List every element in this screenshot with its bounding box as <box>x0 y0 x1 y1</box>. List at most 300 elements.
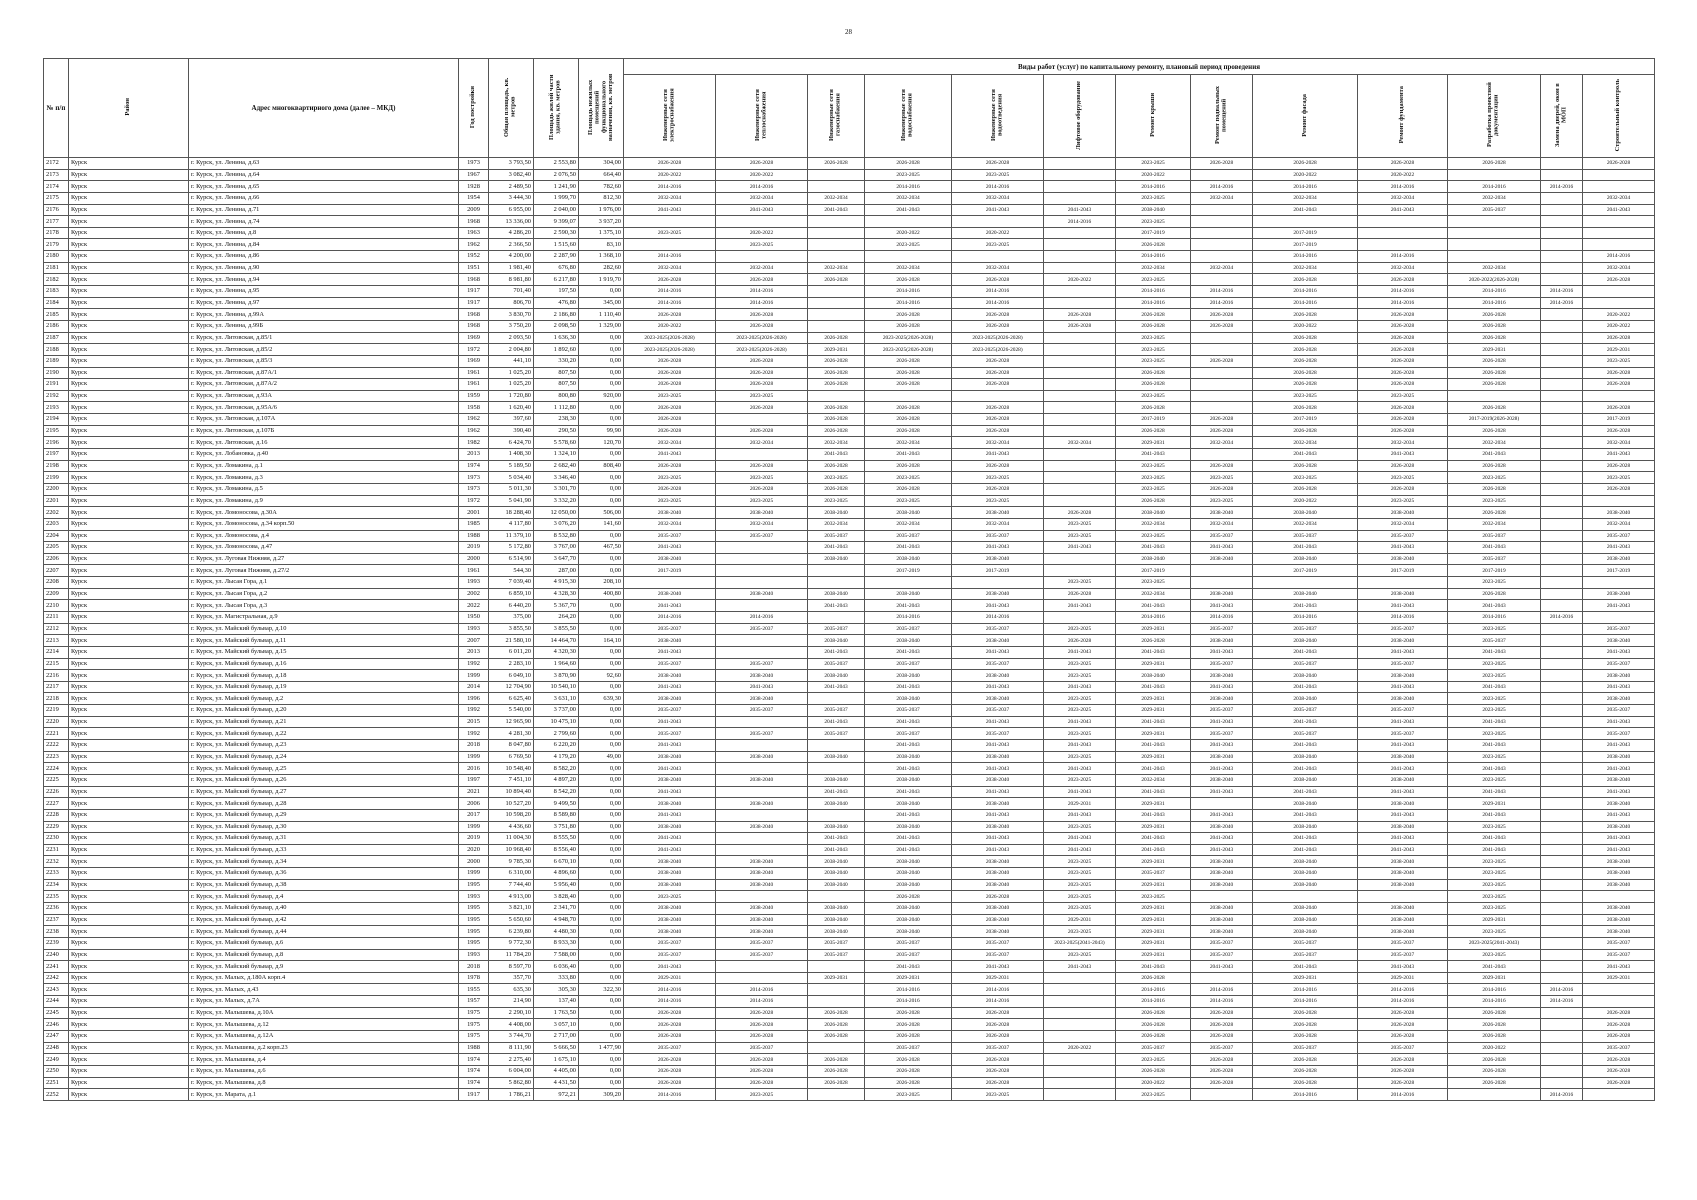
cell-work-period <box>1583 227 1655 239</box>
cell-work-period: 2038-2040 <box>1583 635 1655 647</box>
cell-work-period: 2032-2034 <box>1044 437 1116 449</box>
cell-work-period: 2014-2016 <box>716 297 808 309</box>
cell-work-period <box>1191 274 1253 286</box>
cell-work-period: 2041-2043 <box>952 681 1044 693</box>
cell-work-period: 2029-2031 <box>1116 856 1191 868</box>
cell-work-period: 2038-2040 <box>865 751 952 763</box>
cell-total-area: 7 744,40 <box>489 879 534 891</box>
cell-work-period: 2026-2028 <box>1448 1007 1541 1019</box>
cell-work-period: 2023-2025 <box>1044 821 1116 833</box>
cell-work-period: 2023-2025 <box>1448 728 1541 740</box>
header-district <box>69 59 189 158</box>
cell-work-period <box>716 565 808 577</box>
cell-work-period <box>1541 204 1583 216</box>
cell-work-period: 2014-2016 <box>1253 286 1358 298</box>
cell-address: г. Курск, ул. Майский бульвар, д.38 <box>189 879 459 891</box>
cell-work-period: 2041-2043 <box>1448 646 1541 658</box>
cell-address: г. Курск, ул. Литовская, д.85/2 <box>189 344 459 356</box>
table-row <box>44 868 1655 880</box>
cell-work-period: 2026-2028 <box>952 1019 1044 1031</box>
cell-living-area: 676,80 <box>534 262 579 274</box>
cell-nonres-area: 1 919,70 <box>579 274 624 286</box>
cell-num: 2252 <box>44 1089 69 1101</box>
cell-work-period: 2038-2040 <box>865 914 952 926</box>
cell-work-period: 2014-2016 <box>1116 611 1191 623</box>
cell-work-period: 2038-2040 <box>1116 204 1191 216</box>
cell-work-period: 2026-2028 <box>1253 1019 1358 1031</box>
cell-total-area: 6 239,80 <box>489 926 534 938</box>
cell-work-period: 2023-2025(2026-2028) <box>716 344 808 356</box>
cell-work-period: 2035-2037 <box>716 658 808 670</box>
cell-address: г. Курск, ул. Ломакина, д.9 <box>189 495 459 507</box>
cell-work-period: 2014-2016 <box>1448 996 1541 1008</box>
cell-district: Курск <box>69 507 189 519</box>
cell-work-period <box>865 577 952 589</box>
cell-district: Курск <box>69 670 189 682</box>
cell-nonres-area: 282,60 <box>579 262 624 274</box>
cell-work-period <box>808 320 865 332</box>
cell-work-period: 2041-2043 <box>716 681 808 693</box>
cell-work-period: 2026-2028 <box>865 1065 952 1077</box>
cell-district: Курск <box>69 751 189 763</box>
cell-address: г. Курск, ул. Майский бульвар, д.9 <box>189 961 459 973</box>
cell-work-period: 2026-2028 <box>952 158 1044 170</box>
cell-work-period: 2041-2043 <box>1044 542 1116 554</box>
cell-work-period: 2038-2040 <box>1191 670 1253 682</box>
cell-year: 1995 <box>459 879 489 891</box>
cell-work-period: 2026-2028 <box>808 1054 865 1066</box>
cell-work-period: 2026-2028 <box>952 379 1044 391</box>
cell-work-period: 2035-2037 <box>716 705 808 717</box>
cell-address: г. Курск, ул. Магистральная, д.9 <box>189 611 459 623</box>
cell-nonres-area: 1 375,10 <box>579 227 624 239</box>
cell-work-period: 2035-2037 <box>952 949 1044 961</box>
table-row <box>44 798 1655 810</box>
cell-living-area: 8 542,20 <box>534 786 579 798</box>
cell-year: 1962 <box>459 425 489 437</box>
cell-nonres-area: 0,00 <box>579 961 624 973</box>
cell-work-period: 2029-2031 <box>808 972 865 984</box>
cell-work-period: 2026-2028 <box>1583 1054 1655 1066</box>
cell-year: 1968 <box>459 320 489 332</box>
cell-district: Курск <box>69 449 189 461</box>
cell-district: Курск <box>69 658 189 670</box>
cell-work-period <box>1541 623 1583 635</box>
cell-nonres-area: 1 368,10 <box>579 251 624 263</box>
cell-num: 2189 <box>44 355 69 367</box>
cell-work-period: 2032-2034 <box>1583 262 1655 274</box>
cell-work-period: 2014-2016 <box>624 984 716 996</box>
cell-work-period: 2029-2031 <box>1044 798 1116 810</box>
cell-work-period: 2029-2031 <box>1116 728 1191 740</box>
cell-work-period <box>1044 367 1116 379</box>
cell-work-period <box>1541 798 1583 810</box>
table-row <box>44 984 1655 996</box>
cell-work-period: 2041-2043 <box>624 681 716 693</box>
cell-address: г. Курск, ул. Майский бульвар, д.18 <box>189 670 459 682</box>
cell-work-period: 2017-2019 <box>865 565 952 577</box>
cell-work-period <box>1541 635 1583 647</box>
cell-work-period: 2035-2037 <box>1191 1042 1253 1054</box>
cell-work-period <box>1541 961 1583 973</box>
cell-year: 1973 <box>459 158 489 170</box>
cell-work-period <box>808 1089 865 1101</box>
cell-work-period: 2026-2028 <box>1448 367 1541 379</box>
table-row <box>44 530 1655 542</box>
cell-work-period <box>1044 390 1116 402</box>
cell-work-period: 2026-2028 <box>1358 158 1448 170</box>
cell-address: г. Курск, ул. Литовская, д.95А/6 <box>189 402 459 414</box>
cell-work-period <box>1541 379 1583 391</box>
cell-living-area: 8 532,80 <box>534 530 579 542</box>
cell-work-period: 2023-2025 <box>1448 670 1541 682</box>
cell-work-period <box>1044 495 1116 507</box>
cell-work-period: 2035-2037 <box>808 949 865 961</box>
cell-living-area: 3 855,50 <box>534 623 579 635</box>
table-header <box>44 59 1655 158</box>
cell-work-period: 2026-2028 <box>1358 1077 1448 1089</box>
cell-work-period: 2014-2016 <box>1116 984 1191 996</box>
table-row <box>44 926 1655 938</box>
cell-work-period <box>1191 565 1253 577</box>
cell-num: 2232 <box>44 856 69 868</box>
cell-work-period <box>808 891 865 903</box>
cell-work-period: 2014-2016 <box>1541 611 1583 623</box>
cell-work-period: 2014-2016 <box>1541 996 1583 1008</box>
cell-work-period: 2038-2040 <box>1583 751 1655 763</box>
cell-work-period: 2041-2043 <box>1253 204 1358 216</box>
cell-nonres-area: 0,00 <box>579 868 624 880</box>
cell-work-period: 2026-2028 <box>865 1007 952 1019</box>
cell-total-area: 13 336,00 <box>489 216 534 228</box>
cell-num: 2173 <box>44 169 69 181</box>
cell-work-period: 2017-2019(2026-2028) <box>1448 414 1541 426</box>
cell-address: г. Курск, ул. Ленина, д.8 <box>189 227 459 239</box>
cell-work-period: 2026-2028 <box>1448 158 1541 170</box>
cell-num: 2182 <box>44 274 69 286</box>
cell-work-period <box>1448 239 1541 251</box>
cell-work-period: 2032-2034 <box>1116 262 1191 274</box>
cell-work-period: 2041-2043 <box>1358 961 1448 973</box>
cell-work-period <box>1191 204 1253 216</box>
cell-work-period: 2023-2025 <box>1044 728 1116 740</box>
cell-work-period: 2035-2037 <box>1253 658 1358 670</box>
cell-work-period: 2014-2016 <box>952 996 1044 1008</box>
cell-living-area: 2 590,30 <box>534 227 579 239</box>
table-row <box>44 705 1655 717</box>
cell-living-area: 264,20 <box>534 611 579 623</box>
cell-num: 2208 <box>44 577 69 589</box>
cell-work-period <box>1583 181 1655 193</box>
cell-work-period: 2038-2040 <box>624 903 716 915</box>
cell-work-period <box>1044 1031 1116 1043</box>
cell-address: г. Курск, ул. Ленина, д.97 <box>189 297 459 309</box>
cell-work-period: 2029-2031 <box>1358 972 1448 984</box>
cell-work-period: 2023-2025 <box>1448 774 1541 786</box>
cell-living-area: 5 578,60 <box>534 437 579 449</box>
table-row <box>44 495 1655 507</box>
cell-work-period: 2032-2034 <box>1583 518 1655 530</box>
cell-work-period: 2041-2043 <box>1253 961 1358 973</box>
cell-work-period: 2038-2040 <box>716 868 808 880</box>
cell-address: г. Курск, ул. Ленина, д.95 <box>189 286 459 298</box>
cell-work-period: 2041-2043 <box>1253 681 1358 693</box>
cell-total-area: 6 424,70 <box>489 437 534 449</box>
cell-work-period: 2041-2043 <box>624 844 716 856</box>
cell-address: г. Курск, ул. Ленина, д.84 <box>189 239 459 251</box>
cell-living-area: 137,40 <box>534 996 579 1008</box>
cell-total-area: 4 117,80 <box>489 518 534 530</box>
cell-year: 2013 <box>459 646 489 658</box>
cell-work-period: 2041-2043 <box>808 844 865 856</box>
cell-work-period: 2026-2028 <box>1116 379 1191 391</box>
cell-work-period: 2026-2028 <box>716 1065 808 1077</box>
cell-address: г. Курск, ул. Майский бульвар, д.36 <box>189 868 459 880</box>
cell-total-area: 10 968,40 <box>489 844 534 856</box>
table-row <box>44 402 1655 414</box>
cell-district: Курск <box>69 169 189 181</box>
cell-address: г. Курск, ул. Ленина, д.90 <box>189 262 459 274</box>
cell-work-period: 2023-2025 <box>1116 530 1191 542</box>
cell-work-period: 2038-2040 <box>1358 553 1448 565</box>
cell-work-period: 2041-2043 <box>952 600 1044 612</box>
cell-work-period: 2038-2040 <box>1583 798 1655 810</box>
cell-work-period <box>1541 320 1583 332</box>
cell-work-period <box>1044 1007 1116 1019</box>
cell-work-period: 2026-2028 <box>624 1065 716 1077</box>
cell-num: 2233 <box>44 868 69 880</box>
cell-work-period <box>865 216 952 228</box>
cell-district: Курск <box>69 216 189 228</box>
cell-nonres-area: 208,10 <box>579 577 624 589</box>
cell-work-period: 2020-2022 <box>1358 169 1448 181</box>
cell-year: 1982 <box>459 437 489 449</box>
cell-work-period: 2038-2040 <box>624 868 716 880</box>
table-row <box>44 309 1655 321</box>
cell-work-period: 2038-2040 <box>1191 507 1253 519</box>
cell-work-period: 2038-2040 <box>1116 507 1191 519</box>
cell-work-period <box>1541 681 1583 693</box>
cell-living-area: 2 186,80 <box>534 309 579 321</box>
cell-work-period: 2038-2040 <box>865 868 952 880</box>
cell-address: г. Курск, ул. Майский бульвар, д.40 <box>189 903 459 915</box>
cell-work-period: 2026-2028 <box>1358 460 1448 472</box>
cell-work-period: 2032-2034 <box>1253 262 1358 274</box>
cell-work-period: 2014-2016 <box>1116 251 1191 263</box>
cell-nonres-area: 0,00 <box>579 611 624 623</box>
cell-work-period: 2041-2043 <box>865 833 952 845</box>
cell-year: 1993 <box>459 623 489 635</box>
cell-work-period: 2026-2028 <box>1253 355 1358 367</box>
cell-address: г. Курск, ул. Лысая Гора, д.3 <box>189 600 459 612</box>
header-works-group: Виды работ (услуг) по капитальному ремонту, плановый период проведения <box>624 59 1655 75</box>
cell-address: г. Курск, ул. Майский бульвар, д.28 <box>189 798 459 810</box>
cell-work-period <box>716 844 808 856</box>
cell-work-period: 2038-2040 <box>1191 588 1253 600</box>
cell-work-period: 2038-2040 <box>865 588 952 600</box>
cell-work-period: 2026-2028 <box>1044 309 1116 321</box>
cell-work-period: 2038-2040 <box>1358 914 1448 926</box>
cell-work-period: 2038-2040 <box>716 693 808 705</box>
cell-work-period <box>952 216 1044 228</box>
cell-nonres-area: 0,00 <box>579 821 624 833</box>
cell-work-period: 2032-2034 <box>624 437 716 449</box>
cell-work-period: 2026-2028 <box>1253 309 1358 321</box>
header-year-label: Год постройки <box>469 85 477 129</box>
cell-work-period: 2038-2040 <box>952 868 1044 880</box>
cell-work-period: 2041-2043 <box>1044 716 1116 728</box>
cell-nonres-area: 782,60 <box>579 181 624 193</box>
cell-work-period: 2026-2028 <box>1116 1019 1191 1031</box>
cell-work-period: 2026-2028 <box>1253 1007 1358 1019</box>
cell-year: 2018 <box>459 961 489 973</box>
cell-work-period: 2038-2040 <box>1583 588 1655 600</box>
cell-work-period: 2041-2043 <box>624 716 716 728</box>
table-row <box>44 483 1655 495</box>
cell-work-period: 2041-2043 <box>1191 786 1253 798</box>
table-row <box>44 507 1655 519</box>
cell-work-period: 2023-2025 <box>624 472 716 484</box>
cell-living-area: 1 763,50 <box>534 1007 579 1019</box>
cell-work-period: 2032-2034 <box>716 518 808 530</box>
cell-num: 2245 <box>44 1007 69 1019</box>
cell-nonres-area: 0,00 <box>579 879 624 891</box>
cell-work-period: 2032-2034 <box>1253 518 1358 530</box>
cell-work-period: 2023-2025 <box>1044 751 1116 763</box>
cell-address: г. Курск, ул. Малышева, д.12 <box>189 1019 459 1031</box>
cell-year: 1968 <box>459 274 489 286</box>
cell-work-period: 2026-2028 <box>1583 402 1655 414</box>
cell-work-period: 2041-2043 <box>952 786 1044 798</box>
header-living-area-label: Площадь жилой части здания, кв. метров <box>548 74 562 140</box>
cell-work-period <box>1044 565 1116 577</box>
cell-district: Курск <box>69 1065 189 1077</box>
cell-district: Курск <box>69 227 189 239</box>
cell-work-period: 2041-2043 <box>1191 809 1253 821</box>
cell-year: 1952 <box>459 251 489 263</box>
cell-living-area: 7 588,00 <box>534 949 579 961</box>
cell-work-period <box>1044 262 1116 274</box>
cell-work-period: 2032-2034 <box>1358 262 1448 274</box>
cell-work-period: 2014-2016 <box>1358 1089 1448 1101</box>
cell-year: 1957 <box>459 996 489 1008</box>
cell-work-period: 2014-2016 <box>952 286 1044 298</box>
cell-num: 2176 <box>44 204 69 216</box>
cell-work-period: 2038-2040 <box>716 588 808 600</box>
cell-work-period: 2014-2016 <box>1116 181 1191 193</box>
cell-district: Курск <box>69 926 189 938</box>
cell-work-period <box>1541 309 1583 321</box>
cell-nonres-area: 0,00 <box>579 705 624 717</box>
cell-work-period: 2023-2025 <box>1448 949 1541 961</box>
cell-work-period: 2038-2040 <box>1191 774 1253 786</box>
cell-work-period: 2026-2028 <box>808 332 865 344</box>
cell-work-period <box>808 286 865 298</box>
cell-nonres-area: 467,50 <box>579 542 624 554</box>
cell-work-period: 2038-2040 <box>865 553 952 565</box>
cell-total-area: 1 025,20 <box>489 379 534 391</box>
cell-work-period: 2035-2037 <box>952 658 1044 670</box>
cell-work-period: 2032-2034 <box>1253 192 1358 204</box>
cell-work-period <box>808 1042 865 1054</box>
cell-work-period: 2035-2037 <box>624 937 716 949</box>
cell-living-area: 6 670,10 <box>534 856 579 868</box>
cell-num: 2244 <box>44 996 69 1008</box>
cell-district: Курск <box>69 984 189 996</box>
cell-address: г. Курск, ул. Майский бульвар, д.26 <box>189 774 459 786</box>
cell-nonres-area: 812,30 <box>579 192 624 204</box>
cell-work-period: 2038-2040 <box>1191 635 1253 647</box>
cell-living-area: 476,80 <box>534 297 579 309</box>
cell-work-period <box>1541 169 1583 181</box>
cell-work-period: 2029-2031 <box>1116 658 1191 670</box>
cell-work-period: 2041-2043 <box>1358 716 1448 728</box>
cell-work-period: 2026-2028 <box>808 425 865 437</box>
cell-work-period: 2032-2034 <box>1191 518 1253 530</box>
cell-nonres-area: 0,00 <box>579 355 624 367</box>
cell-work-period: 2041-2043 <box>865 961 952 973</box>
cell-district: Курск <box>69 309 189 321</box>
cell-work-period: 2023-2025 <box>865 239 952 251</box>
table-row <box>44 949 1655 961</box>
cell-work-period: 2023-2025(2026-2028) <box>716 332 808 344</box>
cell-district: Курск <box>69 495 189 507</box>
cell-work-period: 2026-2028 <box>865 425 952 437</box>
cell-num: 2186 <box>44 320 69 332</box>
cell-address: г. Курск, ул. Малых, д.43 <box>189 984 459 996</box>
cell-work-period: 2035-2037 <box>1583 728 1655 740</box>
header-work-label: Инженерные сети водоотведения <box>989 89 1004 141</box>
cell-work-period: 2038-2040 <box>716 879 808 891</box>
cell-district: Курск <box>69 1042 189 1054</box>
cell-work-period: 2026-2028 <box>865 1019 952 1031</box>
cell-work-period: 2026-2028 <box>716 274 808 286</box>
header-work-6 <box>1116 75 1191 158</box>
cell-nonres-area: 920,00 <box>579 390 624 402</box>
cell-work-period: 2038-2040 <box>624 693 716 705</box>
cell-district: Курск <box>69 1089 189 1101</box>
cell-living-area: 10 475,10 <box>534 716 579 728</box>
cell-address: г. Курск, ул. Литовская, д.93А <box>189 390 459 402</box>
cell-work-period: 2035-2037 <box>1448 553 1541 565</box>
cell-work-period <box>1044 227 1116 239</box>
cell-work-period: 2026-2028 <box>1358 402 1448 414</box>
cell-work-period: 2017-2019 <box>1116 414 1191 426</box>
cell-num: 2190 <box>44 367 69 379</box>
table-row <box>44 751 1655 763</box>
cell-work-period: 2020-2022 <box>1583 320 1655 332</box>
cell-work-period <box>1541 227 1583 239</box>
cell-work-period: 2041-2043 <box>1358 204 1448 216</box>
table-row <box>44 262 1655 274</box>
cell-year: 1958 <box>459 402 489 414</box>
table-row <box>44 937 1655 949</box>
cell-total-area: 1 720,80 <box>489 390 534 402</box>
cell-district: Курск <box>69 472 189 484</box>
cell-year: 1975 <box>459 1031 489 1043</box>
cell-work-period: 2038-2040 <box>624 751 716 763</box>
cell-work-period: 2014-2016 <box>1358 996 1448 1008</box>
cell-district: Курск <box>69 646 189 658</box>
cell-work-period: 2014-2016 <box>1541 286 1583 298</box>
cell-address: г. Курск, ул. Ломоносова, д.30А <box>189 507 459 519</box>
cell-work-period: 2026-2028 <box>808 483 865 495</box>
cell-work-period: 2014-2016 <box>1191 984 1253 996</box>
cell-living-area: 1 241,90 <box>534 181 579 193</box>
cell-living-area: 4 915,30 <box>534 577 579 589</box>
cell-work-period <box>1541 192 1583 204</box>
cell-work-period: 2023-2025 <box>1116 274 1191 286</box>
